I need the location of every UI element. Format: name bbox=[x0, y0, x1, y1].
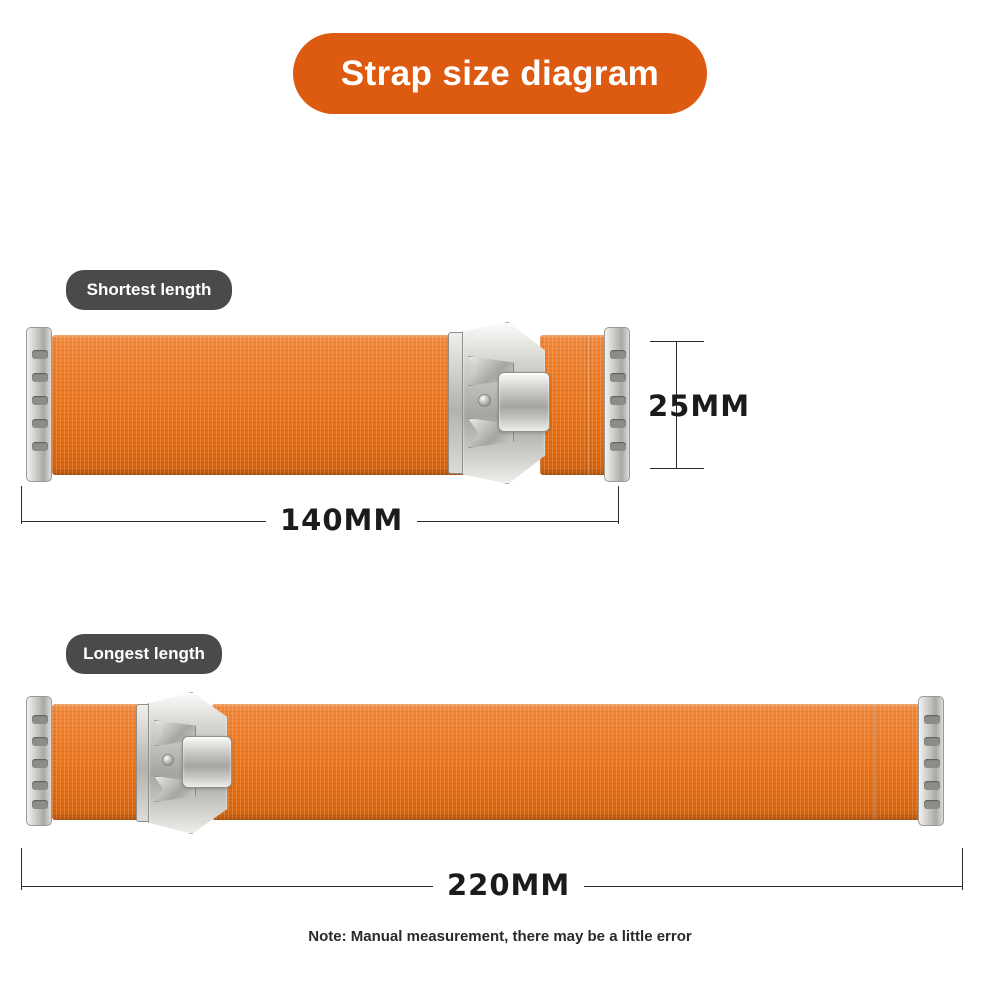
band-longest bbox=[20, 682, 980, 842]
label-longest-length bbox=[66, 634, 222, 674]
lug-notch bbox=[32, 800, 48, 809]
strap-seam bbox=[586, 335, 591, 475]
strap-seam bbox=[872, 704, 877, 820]
strap-fabric-left bbox=[52, 335, 482, 475]
lug-notch bbox=[610, 419, 626, 428]
dimension-tick-bottom bbox=[650, 468, 704, 469]
dimension-tick-top bbox=[650, 341, 704, 342]
label-longest-length-text: Longest length bbox=[83, 644, 205, 663]
lug-notch bbox=[610, 442, 626, 451]
watch-lug-right bbox=[604, 327, 630, 482]
lug-notch bbox=[924, 781, 940, 790]
lug-notch bbox=[32, 350, 48, 359]
watch-lug-left bbox=[26, 696, 52, 826]
dimension-extension-left bbox=[21, 848, 22, 890]
buckle-longest bbox=[126, 692, 251, 832]
watch-lug-right bbox=[918, 696, 944, 826]
lug-notch bbox=[924, 800, 940, 809]
buckle-rivet bbox=[478, 394, 491, 407]
page-title-text: Strap size diagram bbox=[340, 53, 660, 93]
dimension-extension-right bbox=[618, 486, 619, 524]
watch-lug-left bbox=[26, 327, 52, 482]
dimension-label-length-140: 140MM bbox=[266, 503, 417, 537]
band-shortest bbox=[20, 318, 650, 488]
lug-notch bbox=[32, 442, 48, 451]
lug-notch bbox=[610, 373, 626, 382]
lug-notch bbox=[610, 350, 626, 359]
lug-notch bbox=[32, 759, 48, 768]
buckle-rivet bbox=[162, 754, 174, 766]
dimension-label-length-220: 220MM bbox=[433, 868, 584, 902]
buckle-lever bbox=[182, 736, 232, 788]
strap-fabric-right bbox=[212, 704, 922, 820]
page-title bbox=[293, 33, 707, 114]
dimension-extension-left bbox=[21, 486, 22, 524]
lug-notch bbox=[610, 396, 626, 405]
lug-notch bbox=[32, 737, 48, 746]
lug-notch bbox=[32, 373, 48, 382]
label-shortest-length-text: Shortest length bbox=[86, 280, 212, 299]
lug-notch bbox=[924, 715, 940, 724]
lug-notch bbox=[32, 396, 48, 405]
dimension-label-width: 25MM bbox=[648, 389, 751, 423]
buckle-shortest bbox=[436, 322, 566, 482]
lug-notch bbox=[32, 781, 48, 790]
label-shortest-length bbox=[66, 270, 232, 310]
buckle-lever bbox=[498, 372, 550, 432]
lug-notch bbox=[924, 737, 940, 746]
lug-notch bbox=[32, 419, 48, 428]
lug-notch bbox=[924, 759, 940, 768]
footnote: Note: Manual measurement, there may be a little error bbox=[308, 928, 692, 945]
dimension-extension-right bbox=[962, 848, 963, 890]
lug-notch bbox=[32, 715, 48, 724]
